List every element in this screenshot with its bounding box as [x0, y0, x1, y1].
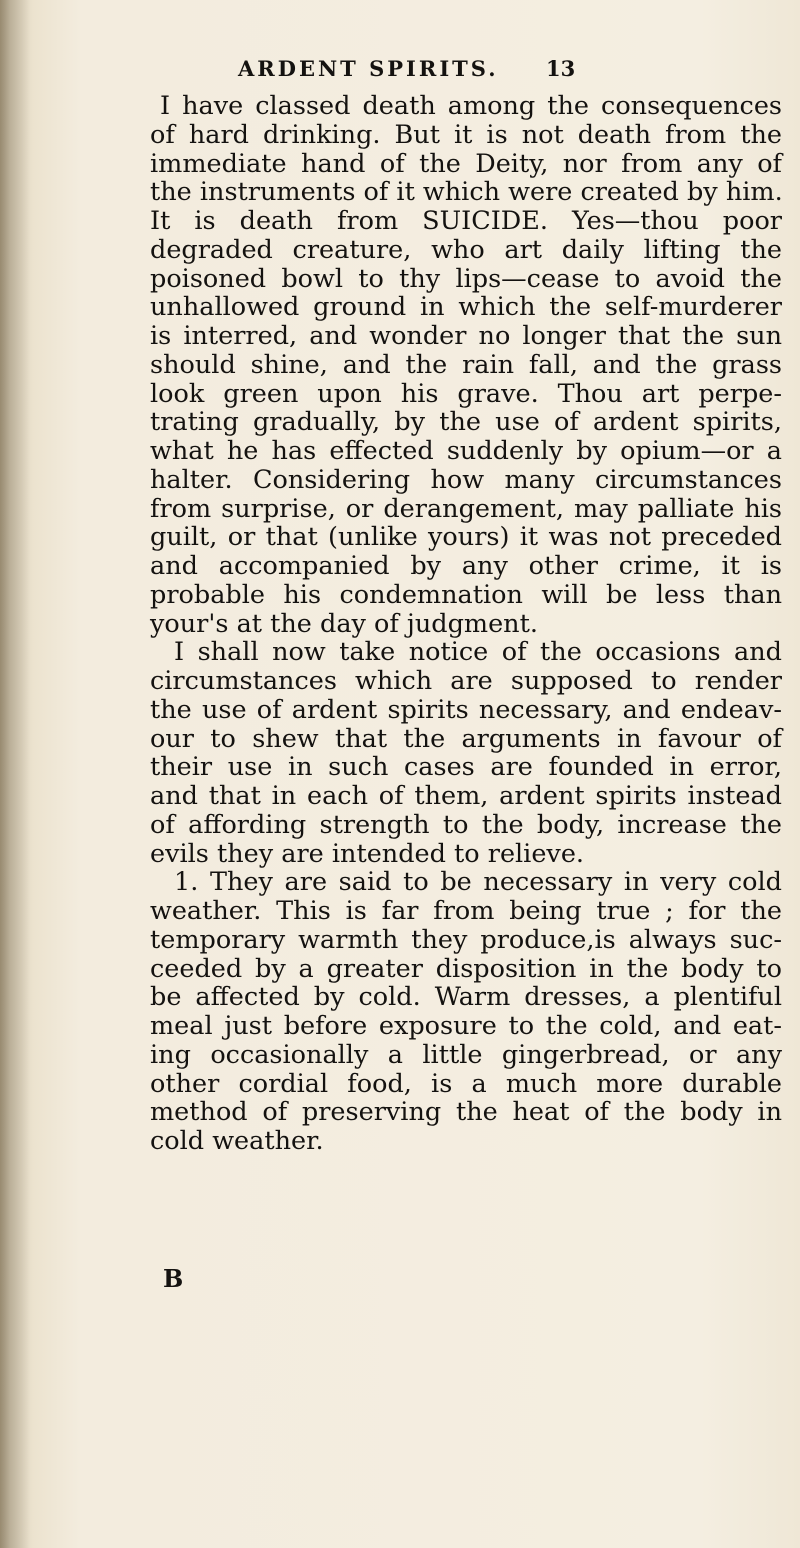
body-text	[150, 92, 782, 1156]
text-line: and accompanied by any other crime, it is	[150, 551, 782, 581]
text-line: evils they are intended to relieve.	[150, 838, 585, 869]
text-line: of affording strength to the body, increase the	[150, 809, 782, 840]
text-line: look green upon his grave. Thou art perpe-	[150, 378, 782, 409]
text-line: be affected by cold. Warm dresses, a plentiful	[150, 982, 782, 1013]
text-line: unhallowed ground in which the self-murderer	[150, 292, 782, 323]
text-line: halter. Considering how many circumstances	[150, 464, 782, 495]
text-line: degraded creature, who art daily lifting the	[150, 234, 782, 265]
text-line: poisoned bowl to thy lips—cease to avoid the	[150, 263, 782, 294]
text-line: the use of ardent spirits necessary, and endeav-	[150, 694, 782, 725]
text-line: ceeded by a greater disposition in the body to	[150, 953, 782, 984]
text-line: what he has effected suddenly by opium—or a	[150, 436, 782, 466]
text-line: our to shew that the arguments in favour of	[150, 723, 782, 754]
text-line: guilt, or that (unlike yours) it was not preceded	[150, 522, 782, 553]
text-line: 1. They are said to be necessary in very cold	[174, 867, 782, 898]
text-line: your's at the day of judgment.	[150, 608, 538, 639]
text-line: immediate hand of the Deity, nor from any of	[150, 148, 782, 179]
text-line: I have classed death among the consequences	[160, 91, 782, 121]
text-line: cold weather.	[150, 1126, 324, 1156]
text-line: is interred, and wonder no longer that the sun	[150, 321, 782, 351]
text-line: trating gradually, by the use of ardent spirits,	[150, 407, 782, 438]
text-line: I shall now take notice of the occasions and	[174, 637, 782, 668]
text-line: from surprise, or derangement, may palliate his	[150, 493, 782, 524]
text-line: ing occasionally a little gingerbread, or any	[150, 1039, 782, 1070]
text-line: the instruments of it which were created by him.	[150, 177, 783, 208]
text-line: probable his condemnation will be less than	[150, 579, 782, 610]
text-line: and that in each of them, ardent spirits instead	[150, 781, 782, 811]
text-line: their use in such cases are founded in error,	[150, 752, 782, 783]
text-line: meal just before exposure to the cold, and eat-	[150, 1011, 782, 1041]
binding-shadow	[0, 0, 30, 1548]
text-line: circumstances which are supposed to render	[150, 666, 782, 696]
signature-mark: B	[163, 1264, 184, 1293]
text-line: It is death from SUICIDE. Yes—thou poor	[150, 206, 782, 236]
text-line: method of preserving the heat of the body in	[150, 1097, 782, 1128]
text-line: of hard drinking. But it is not death from the	[150, 119, 782, 150]
page-number: 13	[546, 56, 576, 81]
text-line: weather. This is far from being true ; for the	[150, 896, 782, 926]
text-line: other cordial food, is a much more durable	[150, 1068, 782, 1099]
running-head: ARDENT SPIRITS.	[238, 56, 499, 81]
text-line: should shine, and the rain fall, and the grass	[150, 349, 782, 380]
page-header	[0, 52, 800, 82]
text-line: temporary warmth they produce,is always suc-	[150, 924, 782, 955]
